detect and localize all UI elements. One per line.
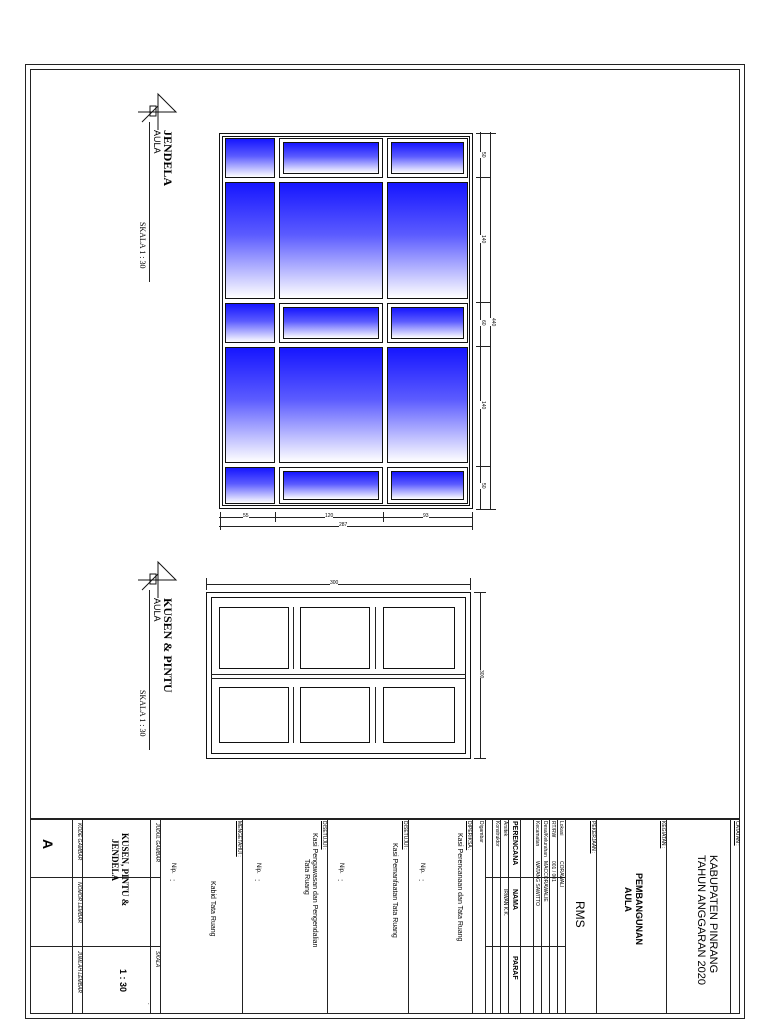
north-arrow-icon (128, 560, 178, 600)
jendela-elevation (219, 133, 473, 509)
jendela-side-dimensions: 50 140 60 140 50 440 (474, 128, 498, 514)
glass-pane (279, 182, 383, 299)
pekerjaan-value: RMS (573, 901, 587, 928)
glass-pane (387, 182, 468, 299)
glass-pane (279, 347, 383, 463)
jendela-bottom-dimensions: 55 120 93 287 (215, 510, 477, 532)
judul-line2: JENDELA (110, 839, 120, 882)
glass-pane (283, 471, 379, 500)
jendela-title: JENDELA (161, 130, 175, 187)
glass-pane (387, 347, 468, 463)
kusen-scale: SKALA 1 : 30 (138, 690, 147, 737)
judul-line1: KUSEN, PINTU & (120, 833, 130, 907)
glass-pane (225, 303, 275, 343)
glass-pane (225, 182, 275, 299)
kusen-elevation (206, 592, 471, 759)
client-name: KABUPATEN PINRANG (707, 855, 719, 974)
kusen-label-group (128, 560, 178, 760)
skala-value: 1 : 30 (118, 969, 128, 993)
glass-pane (225, 467, 275, 504)
glass-pane (283, 307, 379, 339)
project-name: PEMBANGUNAN (634, 873, 644, 945)
mengetahui-name: Kabid Tata Ruang (209, 881, 216, 937)
glass-pane (225, 138, 275, 178)
kusen-subtitle: AULA (152, 598, 162, 622)
title-block: A KODE GAMBAR NOMOR LEMBAR JUMLAH LEMBAR KUSEN, PINTU & JENDELA 1 : 30 JUDUL GAMBAR SKALA . MENGETAHUI : Kabid Tata Ruang Nip. : DISETUJUI : Kasi Pengawasan dan Pengendalian Tata Ruang Nip. : DISETUJUI : Kasi Pemanfaatan Tata Ruang Nip. : DIPERIKSA : Kasi Perencanaan dan Tata Ruang Nip. : Digambar Konstruktor Arsitek IRWAN K.K. PERENCANA NAMA PARAF Kecamatan WATANG SAWITTO Desa/Kelurahan MACCORAWALIE RT/RW 001 / 001 Lokasi CORAWALI PEKERJAAN : RMS KEGIATAN : PEMBANGUNAN AULA CATATAN : KABUPATEN PINRANG TAHUN ANGGARAN 2020 (30, 819, 740, 1014)
kusen-title: KUSEN & PINTU (161, 598, 175, 693)
project-name-2: AULA (623, 887, 633, 912)
jendela-scale: SKALA 1 : 30 (138, 222, 147, 269)
glass-pane (283, 142, 379, 174)
glass-pane (391, 142, 464, 174)
kusen-right-dimension: 300 (474, 592, 486, 759)
budget-year: TAHUN ANGGARAN 2020 (695, 855, 707, 986)
jendela-label-group (128, 92, 178, 292)
north-arrow-icon (128, 92, 178, 132)
glass-pane (391, 307, 464, 339)
jendela-subtitle: AULA (152, 130, 162, 154)
kusen-top-dimension: 300 (206, 578, 471, 590)
glass-pane (391, 471, 464, 500)
kode-value: A (40, 839, 56, 850)
glass-pane (225, 347, 275, 463)
